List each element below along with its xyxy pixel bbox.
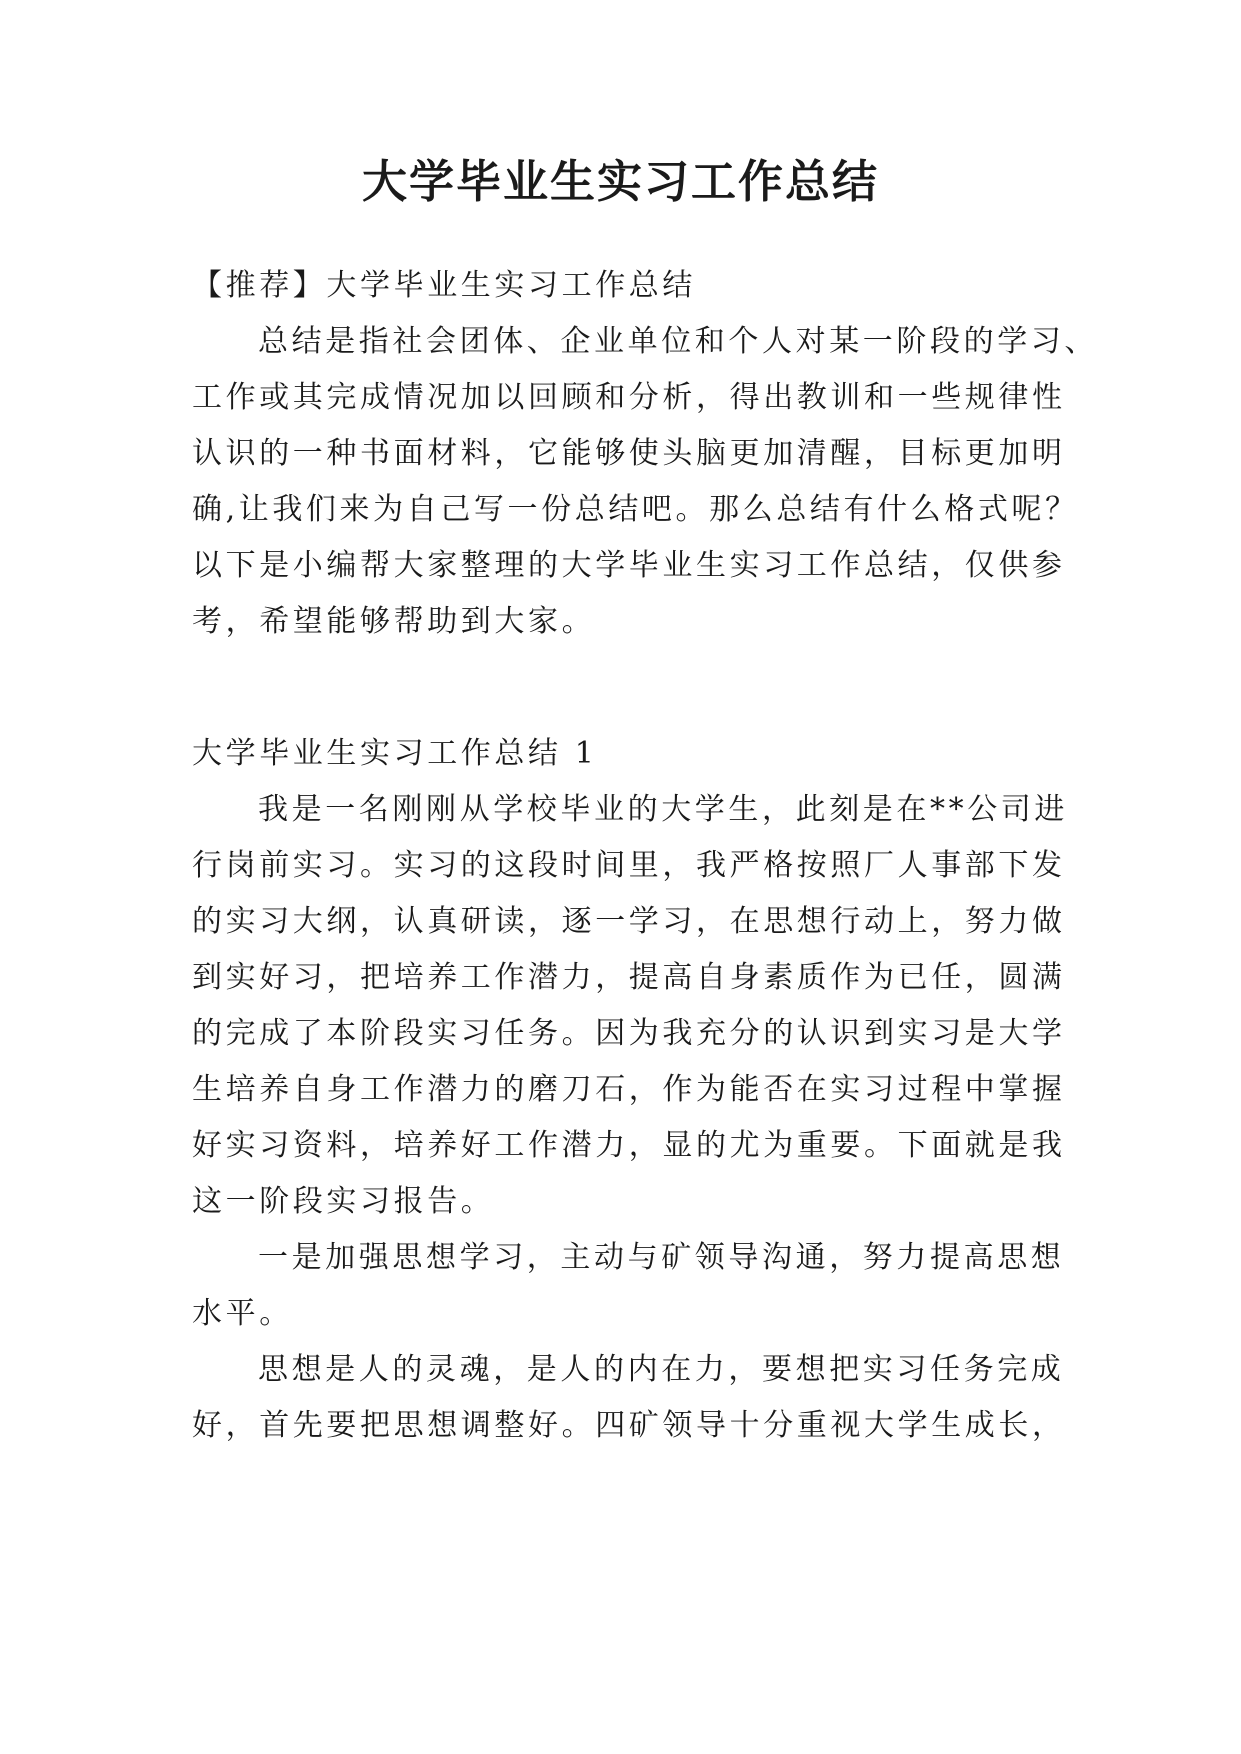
- paragraph-line: 水平。: [192, 1296, 293, 1331]
- intro-line: 考，希望能够帮助到大家。: [192, 604, 596, 639]
- paragraph-line: 行岗前实习。实习的这段时间里，我严格按照厂人事部下发: [192, 848, 1066, 883]
- paragraph-line: 好，首先要把思想调整好。四矿领导十分重视大学生成长，: [192, 1408, 1066, 1443]
- paragraph-line: 一是加强思想学习，主动与矿领导沟通，努力提高思想: [258, 1240, 1065, 1275]
- section-1: [192, 726, 1068, 1454]
- paragraph-line: 这一阶段实习报告。: [192, 1184, 495, 1219]
- intro-heading: 【推荐】大学毕业生实习工作总结: [192, 268, 696, 303]
- paragraph-line: 我是一名刚刚从学校毕业的大学生，此刻是在**公司进: [258, 792, 1068, 827]
- intro-line: 以下是小编帮大家整理的大学毕业生实习工作总结，仅供参: [192, 548, 1066, 583]
- paragraph-line: 生培养自身工作潜力的磨刀石，作为能否在实习过程中掌握: [192, 1072, 1066, 1107]
- intro-section: [192, 258, 1098, 650]
- section-1-heading: 大学毕业生实习工作总结 1: [192, 736, 598, 771]
- paragraph-line: 思想是人的灵魂，是人的内在力，要想把实习任务完成: [258, 1352, 1065, 1387]
- intro-line: 总结是指社会团体、企业单位和个人对某一阶段的学习、: [258, 324, 1098, 359]
- document-title: 大学毕业生实习工作总结: [361, 155, 879, 208]
- paragraph-line: 的完成了本阶段实习任务。因为我充分的认识到实习是大学: [192, 1016, 1066, 1051]
- paragraph-line: 好实习资料，培养好工作潜力，显的尤为重要。下面就是我: [192, 1128, 1066, 1163]
- paragraph-line: 的实习大纲，认真研读，逐一学习，在思想行动上，努力做: [192, 904, 1066, 939]
- paragraph-line: 到实好习，把培养工作潜力，提高自身素质作为已任，圆满: [192, 960, 1066, 995]
- intro-line: 工作或其完成情况加以回顾和分析，得出教训和一些规律性: [192, 380, 1066, 415]
- intro-line: 认识的一种书面材料，它能够使头脑更加清醒，目标更加明: [192, 436, 1066, 471]
- intro-line: 确,让我们来为自己写一份总结吧。那么总结有什么格式呢？: [192, 492, 1079, 527]
